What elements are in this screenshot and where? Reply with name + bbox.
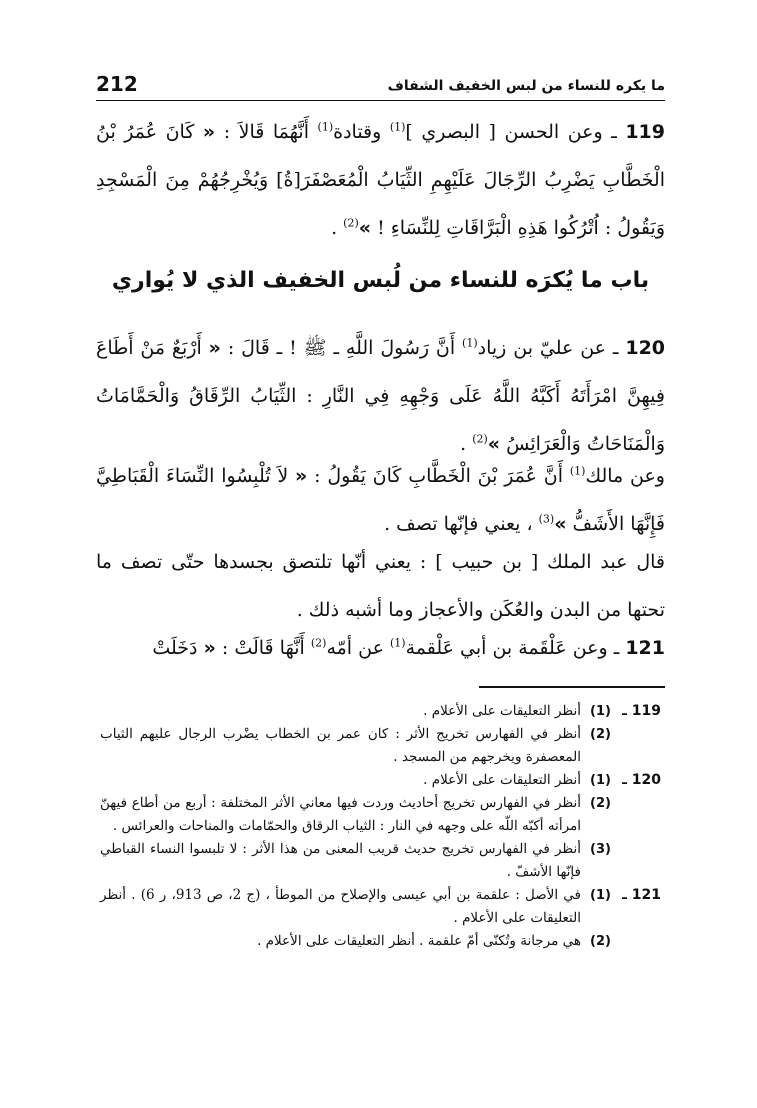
footnote-group-number bbox=[611, 792, 661, 838]
footnote-row bbox=[100, 792, 661, 838]
quote-text: دَخَلَتْ bbox=[152, 637, 204, 659]
footnote-ref: (3) bbox=[538, 512, 555, 526]
paragraph-121 bbox=[96, 624, 665, 672]
quote-text: كَانَ عُمَرُ بْنُ الْخَطَّابِ يَضْرِبُ الرِّجَالَ عَلَيْهِمِ الثِّيَابُ الْمُعَصْفَرَ[ةُ] وَيُخْرِجُهُمْ مِنَ الْمَسْجِدِ وَيَقُولُ : اُتْرُكُوا هَذِهِ الْبَرَّاقَاتِ لِلنِّسَاءِ ! bbox=[96, 121, 665, 239]
footnote-group-number bbox=[611, 723, 661, 769]
footnote-index: (1) bbox=[590, 704, 611, 719]
footnote-row bbox=[100, 700, 661, 723]
paragraph-text: . bbox=[460, 433, 473, 455]
footnote-group-number: 121 ـ bbox=[622, 887, 661, 903]
paragraph-text: أَنَّهَا قَالَتْ : bbox=[215, 637, 311, 659]
footnote-ref: (1) bbox=[569, 464, 586, 478]
footnote-ref: (1) bbox=[389, 636, 406, 650]
footnote-ref: (2) bbox=[343, 216, 359, 230]
footnote-text: أنظر التعليقات على الأعلام . bbox=[423, 772, 581, 788]
paragraph-text: أَنَّ عُمَرَ بْنَ الْخَطَّابِ كَانَ يَقُولُ : bbox=[307, 465, 570, 487]
footnote-row bbox=[100, 723, 661, 769]
footnote-index: (3) bbox=[590, 842, 611, 857]
paragraph-abdulmalik: قال عبد الملك [ بن حبيب ] : يعني أنّها تلتصق بجسدها حتّى تصف ما تحتها من البدن والعُكَن والأعجاز وما أشبه ذلك . bbox=[96, 551, 665, 621]
footnote-row bbox=[100, 769, 661, 792]
footnote-index: (1) bbox=[590, 888, 611, 903]
paragraph-text: ، يعني فإنّها تصف . bbox=[384, 513, 539, 535]
footnote-ref: (1) bbox=[389, 120, 406, 134]
paragraph-text: وقتادة bbox=[333, 121, 390, 143]
footnote-text: أنظر في الفهارس تخريج أحاديث وردت فيها معاني الأثر المختلفة : أربع من أطاع فيهنّ امرأته أكبّه اللّه على وجهه في النار : الثياب الرقاق والحمّامات والمناحات والعرائس . bbox=[100, 795, 581, 834]
paragraph-number: 119 bbox=[625, 121, 665, 143]
paragraph-120 bbox=[96, 324, 665, 468]
paragraph-text: عن أمّه bbox=[326, 637, 390, 659]
page-number: 212 bbox=[96, 72, 138, 96]
footnote-ref: (1) bbox=[317, 120, 334, 134]
footnote-row bbox=[100, 838, 661, 884]
footnote-index: (2) bbox=[590, 727, 611, 742]
quote-open-mark: « bbox=[208, 337, 221, 359]
footnote-index: (2) bbox=[590, 934, 611, 949]
footnote-ref: (2) bbox=[472, 432, 488, 446]
footnote-text: أنظر في الفهارس تخريج حديث قريب المعنى من هذا الأثر : لا تلبسوا النساء القباطي فإنّها الأشفّ . bbox=[100, 841, 581, 880]
footnote-index: (1) bbox=[590, 773, 611, 788]
paragraph-text: ـ وعن الحسن [ البصري ] bbox=[405, 121, 617, 143]
footnote-text: في الأصل : علقمة بن أبي عيسى والإصلاح من الموطأ ، (ج 2، ص 913، ر 6) . أنظر التعليقات على الأعلام . bbox=[100, 887, 581, 926]
running-title: ما يكره للنساء من لبس الخفيف الشفاف bbox=[387, 78, 665, 94]
paragraph-malik bbox=[96, 452, 665, 548]
footnote-group-number bbox=[611, 930, 661, 953]
chapter-title: باب ما يُكرَه للنساء من لُبس الخفيف الذي لا يُواري bbox=[111, 268, 650, 293]
footnote-text: أنظر التعليقات على الأعلام . bbox=[423, 703, 581, 719]
quote-close-mark: » bbox=[554, 513, 567, 535]
paragraph-119 bbox=[96, 108, 665, 252]
footnote-ref: (2) bbox=[310, 636, 327, 650]
footnote-group-number: 120 ـ bbox=[622, 772, 661, 788]
quote-close-mark: » bbox=[358, 217, 372, 239]
quote-open-mark: « bbox=[203, 637, 216, 659]
paragraph-number: 120 bbox=[625, 337, 666, 359]
quote-close-mark: » bbox=[487, 433, 501, 455]
paragraph-text: أَنَّ رَسُولَ اللَّهِ ـ ﷺ ! ـ قَالَ : bbox=[220, 337, 463, 359]
footnote-group-number: 119 ـ bbox=[622, 703, 661, 719]
footnote-row bbox=[100, 930, 661, 953]
footnote-group-number bbox=[611, 838, 661, 884]
quote-open-mark: « bbox=[202, 121, 216, 143]
footnotes bbox=[100, 700, 661, 953]
quote-text: لاَ تُلْبِسُوا النِّسَاءَ الْقَبَاطِيَّ فَإِنَّهَا الأَشَفُّ bbox=[96, 465, 665, 535]
footnote-row bbox=[100, 884, 661, 930]
paragraph-text: ـ وعن عَلْقَمة بن أبي عَلْقمة bbox=[405, 637, 620, 659]
footnote-ref: (1) bbox=[462, 336, 478, 350]
paragraph-text: أَنَّهُمَا قَالاَ : bbox=[215, 121, 318, 143]
footnote-text: هي مرجانة وتُكنّى أمّ علقمة . أنظر التعليقات على الأعلام . bbox=[257, 933, 581, 949]
running-header bbox=[96, 66, 665, 101]
footnote-separator bbox=[479, 686, 665, 688]
paragraph-text: . bbox=[331, 217, 344, 239]
paragraph-number: 121 bbox=[625, 637, 665, 659]
paragraph-text: ـ عن عليّ بن زياد bbox=[477, 337, 619, 359]
footnote-text: أنظر في الفهارس تخريج الأثر : كان عمر بن الخطاب يضْرب الرجال عليهم الثياب المعصفرة ويخرجهم من المسجد . bbox=[100, 726, 581, 765]
quote-open-mark: « bbox=[295, 465, 308, 487]
quote-text: أَرْبَعٌ مَنْ أَطَاعَ فِيهِنَّ امْرَأَتَهُ أَكَبَّهُ اللَّهُ عَلَى وَجْهِهِ فِي النَّارِ : الثِّيَابُ الرِّقَاقُ وَالْحَمَّامَاتُ وَالْمَنَاحَاتُ وَالْعَرَائِسُ bbox=[96, 337, 665, 455]
paragraph-text: وعن مالك bbox=[585, 465, 665, 487]
footnote-index: (2) bbox=[590, 796, 611, 811]
